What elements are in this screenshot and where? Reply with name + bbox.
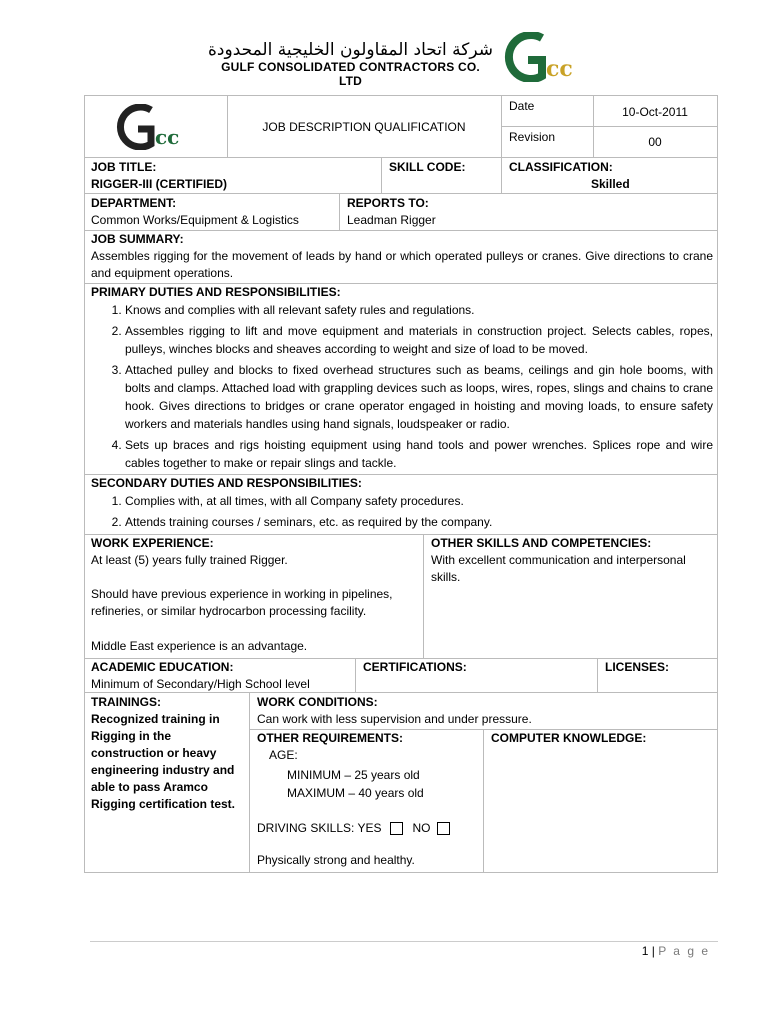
footer-divider — [90, 941, 718, 942]
list-item: 2. Assembles rigging to lift and move equipment and materials in construction project. Selects cables, ropes, pulleys, winches blocks and sheaves according to weight and size of load to be moved. — [125, 322, 713, 358]
logo-letters: cc — [546, 56, 573, 82]
driving-yes-checkbox[interactable] — [390, 822, 403, 835]
company-name-english: GULF CONSOLIDATED CONTRACTORS CO. LTD — [221, 60, 480, 88]
classification-label: CLASSIFICATION: — [509, 160, 613, 174]
revision-value: 00 — [648, 135, 662, 149]
age-label: AGE: — [269, 748, 298, 762]
revision-label: Revision — [509, 130, 556, 144]
skill-code-label: SKILL CODE: — [389, 160, 466, 174]
certifications-label: CERTIFICATIONS: — [363, 660, 467, 674]
trainings-text: Recognized training in Rigging in the construction or heavy engineering industry and able to pass Aramco Rigging certification test. — [91, 712, 236, 811]
other-skills-label: OTHER SKILLS AND COMPETENCIES: — [431, 536, 652, 550]
minimum-age: MINIMUM – 25 years old — [287, 768, 420, 782]
job-summary-label: JOB SUMMARY: — [91, 232, 184, 246]
physical-requirement: Physically strong and healthy. — [257, 853, 415, 867]
company-logo-icon — [492, 32, 600, 82]
job-title-label: JOB TITLE: — [91, 160, 157, 174]
page-separator: | — [648, 944, 659, 958]
computer-knowledge-label: COMPUTER KNOWLEDGE: — [491, 731, 647, 745]
form-logo-icon — [103, 104, 213, 150]
work-experience-line-2: Should have previous experience in working in pipelines, refineries, or similar hydrocarbon processing facility. — [91, 587, 393, 618]
date-label: Date — [509, 99, 535, 113]
form-logo-letters: cc — [155, 125, 180, 149]
reports-to-label: REPORTS TO: — [347, 196, 429, 210]
education-label: ACADEMIC EDUCATION: — [91, 660, 234, 674]
secondary-duties-label: SECONDARY DUTIES AND RESPONSIBILITIES: — [91, 476, 362, 490]
document-title: JOB DESCRIPTION QUALIFICATION — [262, 120, 466, 134]
driving-no-checkbox[interactable] — [437, 822, 450, 835]
job-summary-text: Assembles rigging for the movement of leads by hand or which operated pulleys or cranes. Give directions to crane and equipment operations. — [91, 249, 713, 280]
list-item: 1. Complies with, at all times, with all Company safety procedures. — [125, 492, 713, 510]
primary-duties-list — [91, 301, 713, 475]
primary-duties-label: PRIMARY DUTIES AND RESPONSIBILITIES: — [91, 285, 341, 299]
driving-skills-row — [257, 820, 460, 837]
driving-no-label: NO — [412, 821, 431, 835]
page-footer — [560, 944, 710, 958]
list-item: 3. Attached pulley and blocks to fixed overhead structures such as beams, ceilings and gin hole booms, with bolts and clamps. Attached load with grappling devices such as loops, wires, ropes, slings and chains to crane hook. Gives directions to bridges or crane operator engaged in hoisting and moving loads, to ensure safety workers and materials handles using hand signals, loudspeaker or radio. — [125, 361, 713, 433]
page-word: P a g e — [658, 944, 710, 958]
other-skills-text: With excellent communication and interpersonal skills. — [431, 553, 686, 584]
list-item: 4. Sets up braces and rigs hoisting equipment using hand tools and power wrenches. Splices rope and wire cables together to make or repair slings and tackle. — [125, 436, 713, 472]
work-experience-label: WORK EXPERIENCE: — [91, 536, 214, 550]
job-description-form — [84, 95, 718, 873]
work-experience-line-1: At least (5) years fully trained Rigger. — [91, 553, 288, 567]
secondary-duties-list — [91, 492, 713, 534]
page-number: 1 — [641, 944, 649, 958]
department-value: Common Works/Equipment & Logistics — [91, 213, 299, 227]
company-name-arabic: شركة اتحاد المقاولون الخليجية المحدودة — [208, 40, 493, 60]
job-title-value: RIGGER-III (CERTIFIED) — [91, 177, 227, 191]
education-value: Minimum of Secondary/High School level — [91, 677, 310, 691]
driving-skills-label: DRIVING SKILLS: YES — [257, 821, 382, 835]
list-item: 2. Attends training courses / seminars, etc. as required by the company. — [125, 513, 713, 531]
maximum-age: MAXIMUM – 40 years old — [287, 786, 424, 800]
work-conditions-text: Can work with less supervision and under pressure. — [257, 712, 532, 726]
list-item: 1. Knows and complies with all relevant safety rules and regulations. — [125, 301, 713, 319]
trainings-label: TRAININGS: — [91, 695, 161, 709]
other-requirements-label: OTHER REQUIREMENTS: — [257, 731, 404, 745]
date-value: 10-Oct-2011 — [622, 105, 688, 119]
department-label: DEPARTMENT: — [91, 196, 177, 210]
classification-value: Skilled — [591, 177, 630, 191]
reports-to-value: Leadman Rigger — [347, 213, 436, 227]
work-conditions-label: WORK CONDITIONS: — [257, 695, 378, 709]
work-experience-line-3: Middle East experience is an advantage. — [91, 639, 308, 653]
licenses-label: LICENSES: — [605, 660, 670, 674]
